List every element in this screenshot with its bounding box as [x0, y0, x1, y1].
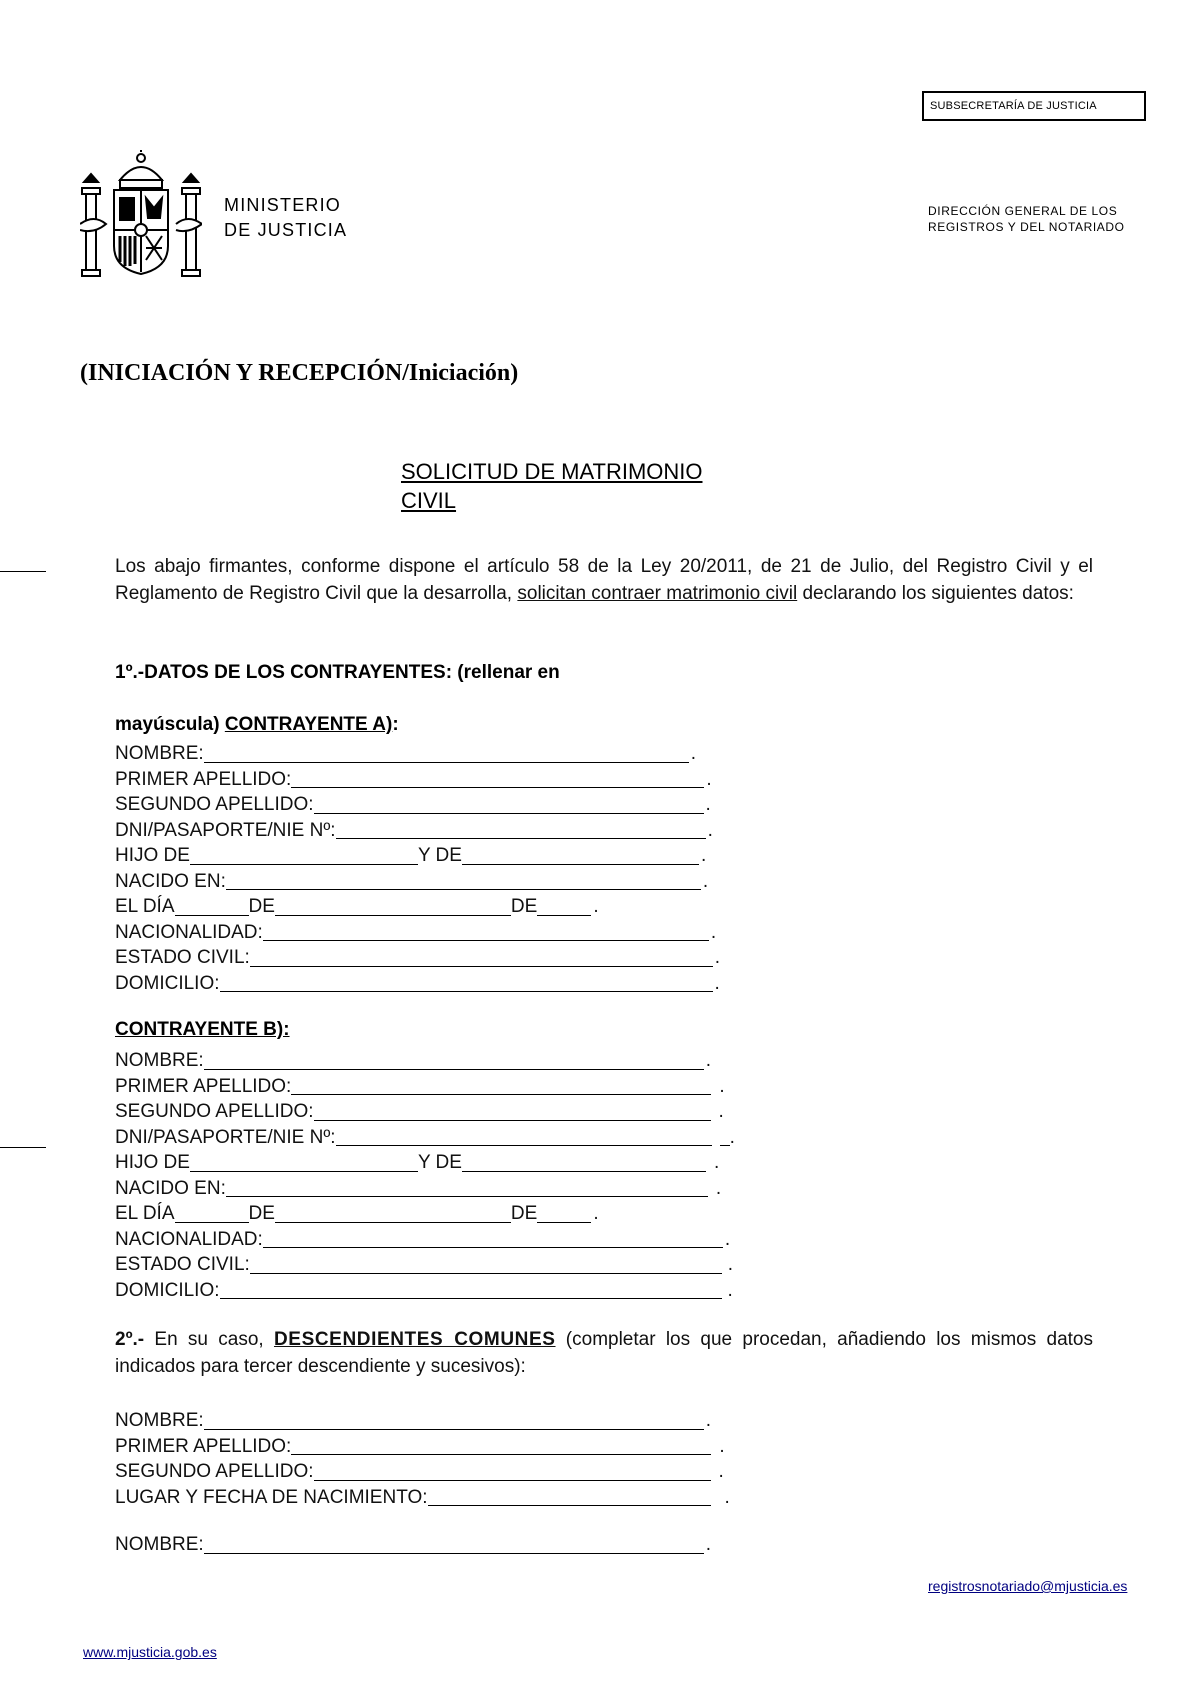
- field-dni[interactable]: DNI/PASAPORTE/NIE Nº: .: [115, 1126, 735, 1148]
- blank-line[interactable]: [537, 1204, 591, 1223]
- document-title: [401, 457, 703, 515]
- ministerio-name: [224, 193, 347, 243]
- blank-line[interactable]: [204, 1051, 704, 1070]
- section2-text2: (completar los que procedan, añadiendo los mismos datos indicados para tercer descendiente y sucesivos):: [115, 1329, 1093, 1377]
- blank-line[interactable]: [428, 1487, 711, 1506]
- field-primer-apellido[interactable]: PRIMER APELLIDO: .: [115, 768, 712, 790]
- website-link[interactable]: www.mjusticia.gob.es: [83, 1644, 217, 1660]
- margin-mark: [0, 571, 46, 572]
- field-segundo-apellido[interactable]: SEGUNDO APELLIDO: .: [115, 794, 711, 815]
- blank-line[interactable]: [190, 1153, 418, 1172]
- intro-underlined: solicitan contraer matrimonio civil: [517, 583, 798, 604]
- field-nacido-en[interactable]: NACIDO EN: .: [115, 1177, 722, 1199]
- field-nacido-en[interactable]: NACIDO EN: .: [115, 870, 709, 892]
- margin-mark: [0, 1147, 46, 1148]
- blank-line[interactable]: [175, 1204, 249, 1223]
- field-domicilio[interactable]: DOMICILIO: .: [115, 972, 720, 994]
- descendiente-1-fields: [115, 1408, 730, 1510]
- field-nacionalidad[interactable]: NACIONALIDAD: .: [115, 1228, 731, 1250]
- title-line2: CIVIL: [401, 488, 457, 513]
- subsecretaria-label: SUBSECRETARÍA DE JUSTICIA: [930, 100, 1097, 112]
- ministerio-line2: DE JUSTICIA: [224, 220, 348, 240]
- section2-paragraph: [115, 1326, 1093, 1380]
- coat-of-arms-icon: [80, 150, 202, 278]
- email-link[interactable]: registrosnotariado@mjusticia.es: [928, 1578, 1128, 1594]
- descendiente-2-fields: [115, 1532, 711, 1558]
- blank-line[interactable]: [314, 1462, 711, 1481]
- blank-line[interactable]: [263, 922, 709, 941]
- intro-text-end: declarando los siguientes datos:: [797, 583, 1074, 604]
- contrayente-a-heading: CONTRAYENTE A): [224, 714, 393, 735]
- field-estado-civil[interactable]: ESTADO CIVIL: .: [115, 1254, 734, 1275]
- blank-line[interactable]: [204, 744, 689, 763]
- field-segundo-apellido[interactable]: SEGUNDO APELLIDO: .: [115, 1101, 724, 1122]
- blank-line[interactable]: [720, 1127, 730, 1146]
- blank-line[interactable]: [175, 897, 249, 916]
- direccion-line2: REGISTROS Y DEL NOTARIADO: [928, 220, 1125, 234]
- field-hijo-de[interactable]: HIJO DE Y DE .: [115, 845, 707, 866]
- intro-text: Los abajo firmantes, conforme dispone el artículo 58 de la Ley 20/2011, de 21 de Julio, del Registro Civil y el Reglamento de Registro Civil que la desarrolla,: [115, 556, 1093, 604]
- section1-heading: 1º.-DATOS DE LOS CONTRAYENTES: (rellenar en: [115, 662, 560, 683]
- field-lugar-fecha-nacimiento[interactable]: LUGAR Y FECHA DE NACIMIENTO: .: [115, 1486, 730, 1508]
- blank-line[interactable]: [275, 897, 511, 916]
- blank-line[interactable]: [226, 1178, 708, 1197]
- blank-line[interactable]: [204, 1411, 704, 1430]
- section2-text1: En su caso,: [144, 1329, 274, 1350]
- field-primer-apellido[interactable]: PRIMER APELLIDO: .: [115, 1075, 725, 1097]
- blank-line[interactable]: [336, 1127, 712, 1146]
- blank-line[interactable]: [336, 820, 706, 839]
- blank-line[interactable]: [204, 1535, 704, 1554]
- blank-line[interactable]: [220, 973, 713, 992]
- blank-line[interactable]: [263, 1229, 723, 1248]
- blank-line[interactable]: [226, 871, 701, 890]
- blank-line[interactable]: [462, 1153, 706, 1172]
- contrayente-a-fields: [115, 741, 720, 996]
- ministerio-line1: MINISTERIO: [224, 195, 342, 215]
- field-nombre[interactable]: NOMBRE: .: [115, 1050, 711, 1071]
- blank-line[interactable]: [291, 1436, 711, 1455]
- subsecretaria-box: [922, 91, 1146, 121]
- contrayente-b-fields: [115, 1048, 735, 1303]
- blank-line[interactable]: [190, 846, 418, 865]
- section2-number: 2º.-: [115, 1329, 145, 1350]
- field-domicilio[interactable]: DOMICILIO: .: [115, 1279, 733, 1301]
- contrayente-b-heading: CONTRAYENTE B):: [115, 1019, 290, 1040]
- blank-line[interactable]: [250, 1255, 722, 1274]
- direccion-general: [928, 203, 1125, 235]
- descendientes-comunes: DESCENDIENTES COMUNES: [273, 1329, 556, 1350]
- intro-paragraph: [115, 553, 1093, 607]
- field-el-dia[interactable]: EL DÍA DE DE .: [115, 1203, 599, 1224]
- field-nombre[interactable]: NOMBRE: .: [115, 1410, 711, 1431]
- field-dni[interactable]: DNI/PASAPORTE/NIE Nº: .: [115, 819, 713, 841]
- iniciacion-heading: (INICIACIÓN Y RECEPCIÓN/Iniciación): [80, 360, 519, 386]
- blank-line[interactable]: [220, 1280, 722, 1299]
- field-nombre[interactable]: NOMBRE: .: [115, 1534, 711, 1555]
- blank-line[interactable]: [250, 948, 713, 967]
- blank-line[interactable]: [314, 1102, 711, 1121]
- blank-line[interactable]: [291, 1076, 711, 1095]
- direccion-line1: DIRECCIÓN GENERAL DE LOS: [928, 204, 1118, 218]
- blank-line[interactable]: [314, 795, 704, 814]
- field-el-dia[interactable]: EL DÍA DE DE .: [115, 896, 599, 917]
- section1-heading-cont-text: mayúscula): [115, 714, 225, 735]
- field-nombre[interactable]: NOMBRE: .: [115, 743, 696, 764]
- blank-line[interactable]: [537, 897, 591, 916]
- blank-line[interactable]: [291, 769, 704, 788]
- blank-line[interactable]: [275, 1204, 511, 1223]
- field-nacionalidad[interactable]: NACIONALIDAD: .: [115, 921, 717, 943]
- field-estado-civil[interactable]: ESTADO CIVIL: .: [115, 947, 721, 968]
- blank-line[interactable]: [462, 846, 699, 865]
- field-segundo-apellido[interactable]: SEGUNDO APELLIDO: .: [115, 1461, 724, 1482]
- section1-heading-cont: [115, 714, 399, 736]
- title-line1: SOLICITUD DE MATRIMONIO: [401, 459, 703, 484]
- field-hijo-de[interactable]: HIJO DE Y DE .: [115, 1152, 720, 1173]
- field-primer-apellido[interactable]: PRIMER APELLIDO: .: [115, 1435, 725, 1457]
- contrayente-a-colon: :: [392, 714, 399, 735]
